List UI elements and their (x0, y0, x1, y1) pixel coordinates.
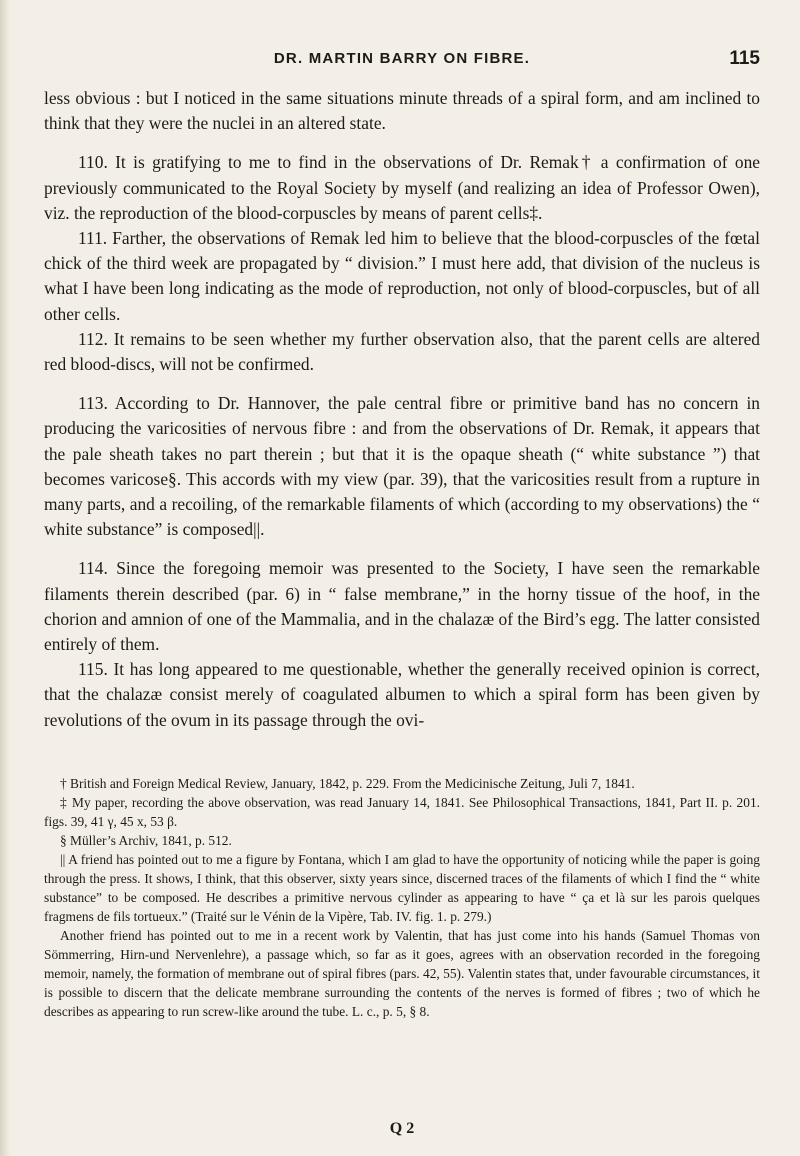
paragraph-113: 113. According to Dr. Hannover, the pale central fibre or primitive band has no concern in producing the varicosities of nervous fibre : and from the observations of Dr. Remak, it appears that the pale sheath takes no part therein ; but that it is the opaque sheath (“ white substance ”) that becomes varicose§. This accords with my view (par. 39), that the varicosities result from a rupture in many parts, and a recoiling, of the remarkable filaments of which (according to my observations) the “ white substance” is composed||. (44, 393, 760, 540)
footnote-section: § Müller’s Archiv, 1841, p. 512. (60, 833, 232, 848)
running-head (44, 50, 760, 76)
paragraph-110: 110. It is gratifying to me to find in the observations of Dr. Remak† a confirmation of one previously communicated to the Royal Society by myself (and realizing an idea of Professor Owen), viz. the reproduction of the blood-corpuscles by means of parent cells‡. (44, 152, 760, 223)
paragraph-115: 115. It has long appeared to me questionable, whether the generally received opinion is correct, that the chalazæ consist merely of coagulated albumen to which a spiral form has been given by revolutions of the ovum in its passage through the ovi- (44, 659, 760, 730)
page-spine-shadow (0, 0, 10, 1156)
running-head-title: DR. MARTIN BARRY ON FIBRE. (273, 50, 531, 67)
footnotes (44, 774, 760, 1021)
footnote-dagger: † British and Foreign Medical Review, January, 1842, p. 229. From the Medicinische Zeitung, Juli 7, 1841. (60, 776, 635, 791)
paragraph-continuation: less obvious : but I noticed in the same situations minute threads of a spiral form, and am inclined to think that they were the nuclei in an altered state. (44, 88, 760, 134)
paragraph-111: 111. Farther, the observations of Remak led him to believe that the blood-corpuscles of the fœtal chick of the third week are propagated by “ division.” I must here add, that division of the nucleus is what I have been long indicating as the mode of reproduction, not only of blood-corpuscles, but of all other cells. (44, 228, 760, 324)
paragraph-114: 114. Since the foregoing memoir was presented to the Society, I have seen the remarkable filaments therein described (par. 6) in “ false membrane,” in the horny tissue of the hoof, in the chorion and amnion of one of the Mammalia, and in the chalazæ of the Bird’s egg. The latter consisted entirely of them. (44, 558, 760, 655)
main-text (44, 86, 760, 733)
footnote-another-friend: Another friend has pointed out to me in a recent work by Valentin, that has just come into his hands (Samuel Thomas von Sömmerring, Hirn-und Nervenlehre), a passage which, so far as it goes, agrees with an observation recorded in the foregoing memoir, namely, the formation of membrane out of spiral fibres (pars. 42, 55). Valentin states that, under favourable circumstances, it is possible to discern that the delicate membrane surrounding the contents of the nerves is formed of fibres ; two of which he describes as appearing to run screw-like around the tube. L. c., p. 5, § 8. (44, 928, 760, 1019)
paragraph-112: 112. It remains to be seen whether my further observation also, that the parent cells are altered red blood-discs, will not be confirmed. (44, 328, 760, 375)
signature-mark: Q 2 (389, 1120, 415, 1137)
footnote-parallel: || A friend has pointed out to me a figure by Fontana, which I am glad to have the opportunity of noticing while the paper is going through the press. It shows, I think, that this observer, sixty years since, discerned traces of the filaments of which I find the “ white substance” to be composed. He describes a primitive nervous cylinder as appearing to have “ ça et là sur les parois quelques fragmens de fils tortueux.” (Traité sur le Vénin de la Vipère, Tab. IV. fig. 1. p. 279.) (44, 852, 760, 924)
book-page (44, 0, 760, 1156)
footnote-double-dagger: ‡ My paper, recording the above observation, was read January 14, 1841. See Philosophical Transactions, 1841, Part II. p. 201. figs. 39, 41 γ, 45 x, 53 β. (44, 795, 760, 829)
page-number: 115 (729, 48, 760, 69)
